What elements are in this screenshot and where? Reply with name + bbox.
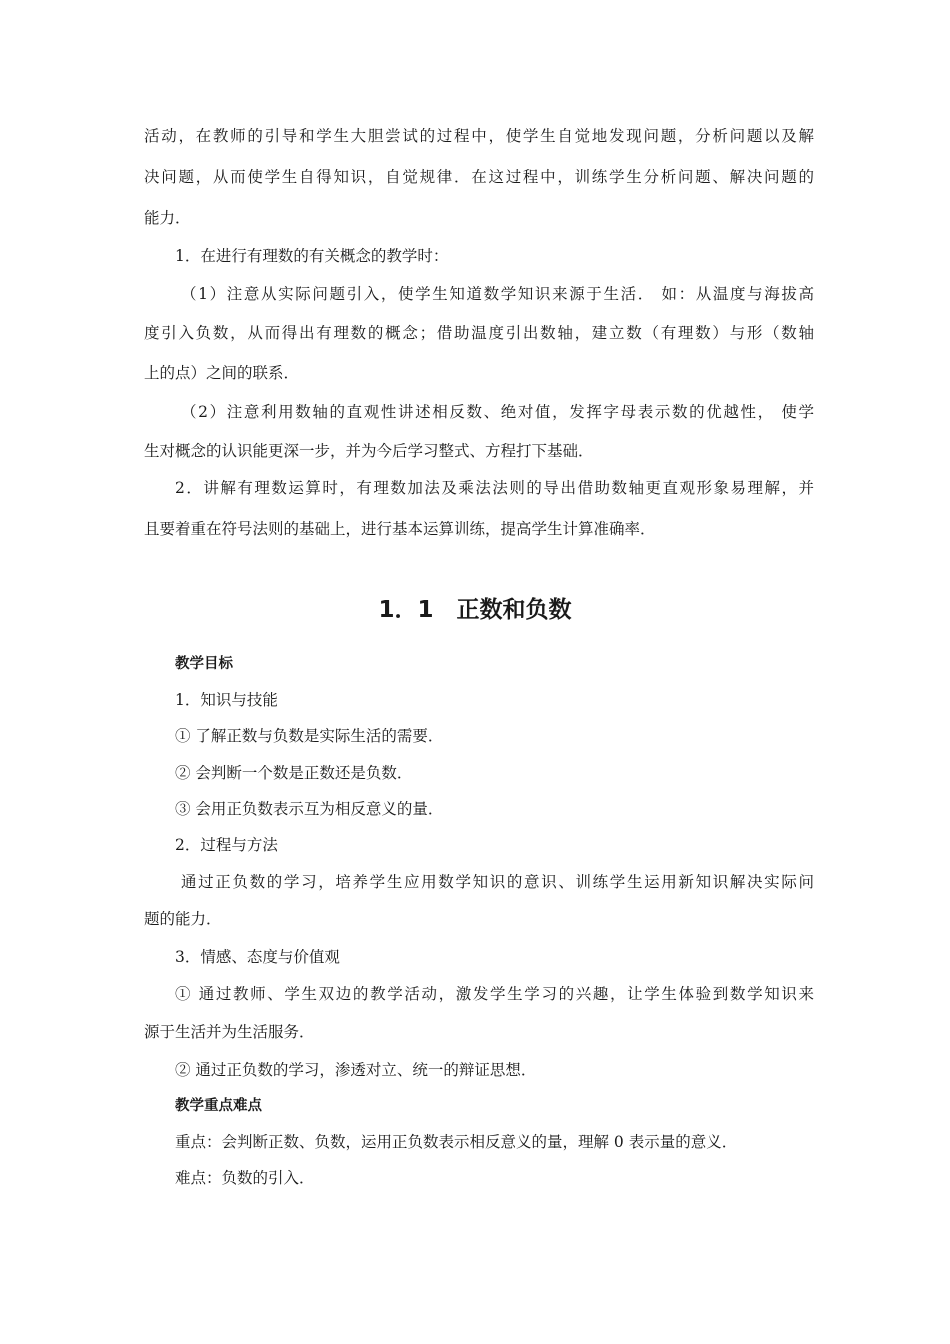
intro-sub-1-line-1: （1）注意从实际问题引入，使学生知道数学知识来源于生活． 如：从温度与海拔高 [181,285,814,303]
difficulty-text: 难点：负数的引入． [175,1169,315,1187]
goal-1-title: 1．知识与技能 [175,691,278,709]
intro-sub-1-line-3: 上的点）之间的联系． [144,364,300,382]
goal-2-title: 2．过程与方法 [175,836,278,854]
goal-3-title: 3．情感、态度与价值观 [175,948,340,966]
section-title: 1．1 正数和负数 [378,597,572,623]
key-point-text: 重点：会判断正数、负数，运用正负数表示相反意义的量，理解 0 表示量的意义． [175,1133,738,1151]
goal-3-item-2: ② 通过正负数的学习，渗透对立、统一的辩证思想． [175,1061,537,1079]
intro-sub-2-line-1: （2）注意利用数轴的直观性讲述相反数、绝对值，发挥字母表示数的优越性， 使学 [181,403,814,421]
intro-paragraph-line-1: 活动，在教师的引导和学生大胆尝试的过程中，使学生自觉地发现问题，分析问题以及解 [144,127,814,145]
intro-item-2-line-2: 且要着重在符号法则的基础上，进行基本运算训练，提高学生计算准确率． [144,520,656,538]
intro-item-2-line-1: 2．讲解有理数运算时，有理数加法及乘法法则的导出借助数轴更直观形象易理解，并 [175,479,814,497]
intro-sub-1-line-2: 度引入负数，从而得出有理数的概念；借助温度引出数轴，建立数（有理数）与形（数轴 [144,324,814,342]
intro-item-1: 1．在进行有理数的有关概念的教学时： [175,247,449,265]
goal-2-text-line-2: 题的能力． [144,910,222,928]
goal-2-text-line-1: 通过正负数的学习，培养学生应用数学知识的意识、训练学生运用新知识解决实际问 [181,873,814,891]
goal-3-item-1-line-1: ① 通过教师、学生双边的教学活动，激发学生学习的兴趣，让学生体验到数学知识来 [175,985,814,1003]
intro-paragraph-line-2: 决问题，从而使学生自得知识，自觉规律．在这过程中，训练学生分析问题、解决问题的 [144,168,814,186]
goal-1-item-3: ③ 会用正负数表示互为相反意义的量． [175,800,444,818]
teaching-goals-label: 教学目标 [175,656,233,672]
key-difficulty-label: 教学重点难点 [175,1098,262,1114]
intro-sub-2-line-2: 生对概念的认识能更深一步，并为今后学习整式、方程打下基础． [144,442,594,460]
goal-1-item-1: ① 了解正数与负数是实际生活的需要． [175,727,444,745]
goal-3-item-1-line-2: 源于生活并为生活服务． [144,1023,315,1041]
intro-paragraph-line-3: 能力． [144,209,191,227]
goal-1-item-2: ② 会判断一个数是正数还是负数． [175,764,413,782]
